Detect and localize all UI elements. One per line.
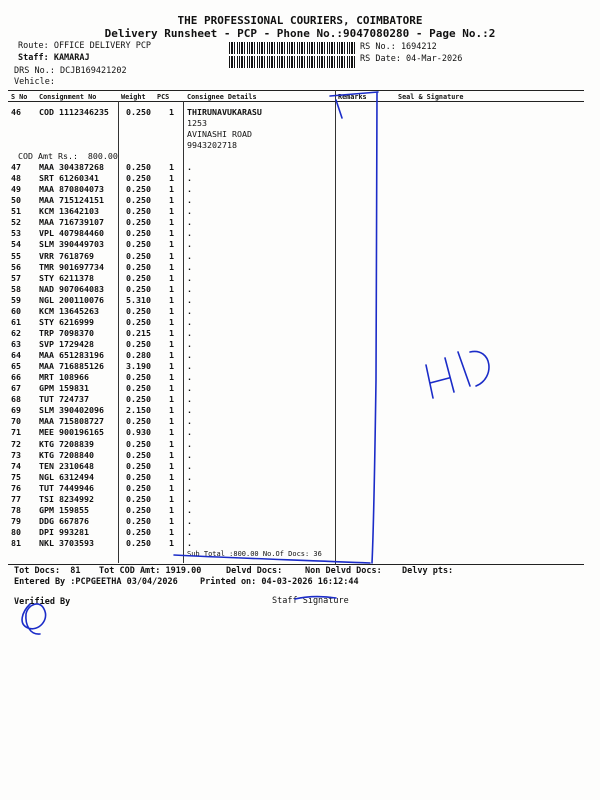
- row-pcs: 1: [169, 316, 174, 327]
- row-consignment: GPM 159855: [39, 504, 89, 515]
- row-consignment: MAA 716885126: [39, 361, 104, 372]
- company-name: THE PROFESSIONAL COURIERS, COIMBATORE: [177, 14, 423, 27]
- row-pcs: 1: [169, 361, 174, 372]
- row-details: .: [187, 372, 192, 383]
- row-pcs: 1: [169, 471, 174, 482]
- entered-by: Entered By :PCPGEETHA 03/04/2026: [14, 577, 178, 587]
- row-sno: 54: [11, 239, 21, 250]
- row-details: .: [187, 206, 192, 217]
- row-pcs: 1: [169, 184, 174, 195]
- row-sno: 79: [11, 515, 21, 526]
- drs-field: DRS No.: DCJB169421202: [14, 66, 127, 76]
- row-sno: 62: [11, 327, 21, 338]
- row-consignment: MEE 900196165: [39, 427, 104, 438]
- col-header-weight: Weight: [121, 93, 146, 101]
- row-weight: 0.250: [126, 316, 151, 327]
- row-sno: 61: [11, 316, 21, 327]
- row-details: .: [187, 283, 192, 294]
- row-sno: 68: [11, 394, 21, 405]
- row-details: .: [187, 272, 192, 283]
- remarks-line-stroke: [372, 92, 377, 563]
- vehicle-field: Vehicle:: [14, 77, 55, 87]
- row-weight: 0.250: [126, 372, 151, 383]
- delivered-docs: Delvd Docs:: [226, 566, 283, 576]
- consignee-address-2: AVINASHI ROAD: [187, 129, 252, 139]
- delivery-points: Delvy pts:: [402, 566, 454, 576]
- row-weight: 2.150: [126, 405, 151, 416]
- row-pcs: 1: [169, 250, 174, 261]
- row-details: .: [187, 294, 192, 305]
- row-pcs: 1: [169, 438, 174, 449]
- row-details: .: [187, 339, 192, 349]
- consignee-name: THIRUNAVUKARASU: [187, 107, 262, 117]
- row-details: .: [187, 361, 192, 372]
- row-weight: 0.250: [126, 184, 151, 195]
- row-consignment: SVP 1729428: [39, 339, 94, 349]
- col-header-remarks: Remarks: [338, 93, 367, 101]
- row-46-sno: 46: [11, 107, 21, 117]
- row-details: .: [187, 316, 192, 327]
- row-sno: 74: [11, 460, 21, 471]
- row-details: .: [187, 449, 192, 460]
- barcode-bottom: [229, 56, 355, 68]
- row-details: .: [187, 527, 192, 537]
- row-weight: 0.250: [126, 206, 151, 217]
- row-weight: 0.250: [126, 195, 151, 206]
- row-weight: 0.250: [126, 493, 151, 504]
- row-consignment: STY 6211378: [39, 272, 94, 283]
- row-details: .: [187, 173, 192, 184]
- col-divider-3: [335, 90, 336, 564]
- col-header-pcs: PCS: [157, 93, 170, 101]
- row-sno: 58: [11, 283, 21, 294]
- row-pcs: 1: [169, 372, 174, 383]
- row-consignment: TRP 7098370: [39, 327, 94, 338]
- row-pcs: 1: [169, 394, 174, 405]
- row-details: .: [187, 515, 192, 526]
- row-consignment: TUT 7449946: [39, 482, 94, 493]
- row-pcs: 1: [169, 350, 174, 360]
- row-sno: 76: [11, 482, 21, 493]
- row-sno: 77: [11, 493, 21, 504]
- row-consignment: VRR 7618769: [39, 250, 94, 261]
- row-sno: 50: [11, 195, 21, 206]
- hd-mark: [424, 350, 426, 351]
- row-details: .: [187, 460, 192, 471]
- sub-total: Sub Total :800.00 No.Of Docs: 36: [187, 550, 322, 558]
- row-pcs: 1: [169, 383, 174, 394]
- row-weight: 0.250: [126, 228, 151, 239]
- row-weight: 0.250: [126, 416, 151, 427]
- runsheet-title: Delivery Runsheet - PCP - Phone No.:9047080280 - Page No.:2: [104, 27, 496, 40]
- row-weight: 0.280: [126, 350, 151, 360]
- row-pcs: 1: [169, 294, 174, 305]
- col-header-consignee: Consignee Details: [187, 93, 257, 101]
- row-weight: 0.250: [126, 460, 151, 471]
- row-consignment: NGL 6312494: [39, 471, 94, 482]
- row-consignment: TSI 8234992: [39, 493, 94, 504]
- row-sno: 64: [11, 350, 21, 360]
- row-sno: 80: [11, 527, 21, 537]
- row-sno: 60: [11, 305, 21, 316]
- barcode-top: [229, 42, 355, 54]
- row-consignment: GPM 159831: [39, 383, 89, 394]
- row-sno: 48: [11, 173, 21, 184]
- row-weight: 0.250: [126, 217, 151, 228]
- row-pcs: 1: [169, 272, 174, 283]
- staff-signature-label: Staff Signature: [272, 596, 349, 606]
- col-divider-1: [118, 101, 119, 563]
- row-consignment: MAA 651283196: [39, 350, 104, 360]
- row-weight: 0.250: [126, 339, 151, 349]
- row-consignment: DPI 993281: [39, 527, 89, 537]
- row-sno: 56: [11, 261, 21, 272]
- col-header-seal: Seal & Signature: [398, 93, 464, 101]
- row-weight: 3.190: [126, 361, 151, 372]
- row-pcs: 1: [169, 527, 174, 537]
- row-details: .: [187, 538, 192, 548]
- row-weight: 0.250: [126, 239, 151, 250]
- row-weight: 0.250: [126, 538, 151, 548]
- row-details: .: [187, 405, 192, 416]
- rs-date: RS Date: 04-Mar-2026: [360, 54, 463, 64]
- row-consignment: NAD 907064083: [39, 283, 104, 294]
- row-weight: 0.250: [126, 504, 151, 515]
- row-consignment: TUT 724737: [39, 394, 89, 405]
- row-sno: 51: [11, 206, 21, 217]
- row-pcs: 1: [169, 427, 174, 438]
- row-weight: 0.250: [126, 449, 151, 460]
- row-consignment: TMR 901697734: [39, 261, 104, 272]
- row-sno: 59: [11, 294, 21, 305]
- row-consignment: SLM 390449703: [39, 239, 104, 250]
- row-sno: 69: [11, 405, 21, 416]
- row-sno: 73: [11, 449, 21, 460]
- row-details: .: [187, 327, 192, 338]
- row-consignment: KTG 7208840: [39, 449, 94, 460]
- total-docs: Tot Docs: 81: [14, 566, 81, 576]
- row-details: .: [187, 394, 192, 405]
- row-details: .: [187, 195, 192, 206]
- row-pcs: 1: [169, 538, 174, 548]
- row-weight: 5.310: [126, 294, 151, 305]
- row-details: .: [187, 239, 192, 250]
- row-pcs: 1: [169, 195, 174, 206]
- row-consignment: NGL 200110076: [39, 294, 104, 305]
- printed-on: Printed on: 04-03-2026 16:12:44: [200, 577, 359, 587]
- row-sno: 75: [11, 471, 21, 482]
- staff-field: Staff: KAMARAJ: [18, 53, 90, 63]
- row-consignment: SRT 61260341: [39, 173, 99, 184]
- rs-number: RS No.: 1694212: [360, 42, 437, 52]
- row-consignment: NKL 3703593: [39, 538, 94, 548]
- row-consignment: MAA 716739107: [39, 217, 104, 228]
- row-weight: 0.250: [126, 272, 151, 283]
- row-pcs: 1: [169, 305, 174, 316]
- row-weight: 0.250: [126, 515, 151, 526]
- row-details: .: [187, 261, 192, 272]
- row-weight: 0.215: [126, 327, 151, 338]
- row-weight: 0.930: [126, 427, 151, 438]
- row-pcs: 1: [169, 416, 174, 427]
- non-delivered-docs: Non Delvd Docs:: [305, 566, 382, 576]
- row-consignment: VPL 407984460: [39, 228, 104, 239]
- row-46-pcs: 1: [169, 107, 174, 117]
- row-weight: 0.250: [126, 283, 151, 294]
- row-weight: 0.250: [126, 438, 151, 449]
- row-details: .: [187, 383, 192, 394]
- row-consignment: MRT 108966: [39, 372, 89, 383]
- row-sno: 78: [11, 504, 21, 515]
- col-divider-2: [183, 101, 184, 563]
- row-consignment: KCM 13645263: [39, 305, 99, 316]
- route-field: Route: OFFICE DELIVERY PCP: [18, 41, 152, 51]
- row-weight: 0.250: [126, 394, 151, 405]
- row-sno: 65: [11, 361, 21, 372]
- row-consignment: TEN 2310648: [39, 460, 94, 471]
- row-sno: 47: [11, 162, 21, 172]
- row-sno: 63: [11, 339, 21, 349]
- row-sno: 52: [11, 217, 21, 228]
- row-weight: 0.250: [126, 162, 151, 172]
- row-details: .: [187, 416, 192, 427]
- row-pcs: 1: [169, 173, 174, 184]
- row-pcs: 1: [169, 405, 174, 416]
- row-sno: 66: [11, 372, 21, 383]
- row-pcs: 1: [169, 504, 174, 515]
- verified-signature-strokes: [22, 604, 46, 634]
- row-details: .: [187, 471, 192, 482]
- row-details: .: [187, 184, 192, 195]
- row-pcs: 1: [169, 206, 174, 217]
- row-sno: 57: [11, 272, 21, 283]
- row-pcs: 1: [169, 162, 174, 172]
- row-pcs: 1: [169, 217, 174, 228]
- verified-by-label: Verified By: [14, 597, 71, 607]
- row-pcs: 1: [169, 327, 174, 338]
- row-details: .: [187, 250, 192, 261]
- hd-mark-strokes: [426, 351, 489, 398]
- row-details: .: [187, 350, 192, 360]
- row-pcs: 1: [169, 283, 174, 294]
- row-consignment: MAA 715124151: [39, 195, 104, 206]
- row-pcs: 1: [169, 460, 174, 471]
- row-consignment: KCM 13642103: [39, 206, 99, 217]
- row-consignment: MAA 870804073: [39, 184, 104, 195]
- row-weight: 0.250: [126, 527, 151, 537]
- col-header-sno: S No: [11, 93, 28, 101]
- row-consignment: DDG 667876: [39, 515, 89, 526]
- row-details: .: [187, 438, 192, 449]
- consignee-address-1: 1253: [187, 118, 207, 128]
- row-sno: 67: [11, 383, 21, 394]
- table-bottom-rule: [8, 564, 584, 565]
- row-pcs: 1: [169, 339, 174, 349]
- row-details: .: [187, 493, 192, 504]
- row-weight: 0.250: [126, 482, 151, 493]
- row-sno: 71: [11, 427, 21, 438]
- cod-amount: COD Amt Rs.: 800.00: [18, 151, 118, 161]
- header-bottom-rule: [8, 101, 584, 102]
- row-pcs: 1: [169, 228, 174, 239]
- row-46-consignment: COD 1112346235: [39, 107, 109, 117]
- row-details: .: [187, 482, 192, 493]
- row-weight: 0.250: [126, 471, 151, 482]
- row-consignment: SLM 390402096: [39, 405, 104, 416]
- row-pcs: 1: [169, 482, 174, 493]
- row-weight: 0.250: [126, 173, 151, 184]
- row-sno: 70: [11, 416, 21, 427]
- row-weight: 0.250: [126, 250, 151, 261]
- row-pcs: 1: [169, 239, 174, 250]
- row-details: .: [187, 305, 192, 316]
- row-sno: 81: [11, 538, 21, 548]
- row-weight: 0.250: [126, 261, 151, 272]
- row-details: .: [187, 162, 192, 172]
- row-details: .: [187, 217, 192, 228]
- row-pcs: 1: [169, 493, 174, 504]
- row-sno: 72: [11, 438, 21, 449]
- row-46-weight: 0.250: [126, 107, 151, 117]
- row-consignment: STY 6216999: [39, 316, 94, 327]
- row-details: .: [187, 504, 192, 515]
- table-top-rule: [8, 90, 584, 91]
- consignee-phone: 9943202718: [187, 140, 237, 150]
- row-consignment: KTG 7208839: [39, 438, 94, 449]
- row-details: .: [187, 427, 192, 438]
- row-pcs: 1: [169, 515, 174, 526]
- col-header-consignment: Consignment No: [39, 93, 97, 101]
- total-cod: Tot COD Amt: 1919.00: [99, 566, 202, 576]
- row-details: .: [187, 228, 192, 239]
- row-weight: 0.250: [126, 305, 151, 316]
- row-sno: 53: [11, 228, 21, 239]
- row-weight: 0.250: [126, 383, 151, 394]
- row-pcs: 1: [169, 449, 174, 460]
- row-sno: 55: [11, 250, 21, 261]
- row-pcs: 1: [169, 261, 174, 272]
- row-consignment: MAA 715808727: [39, 416, 104, 427]
- row-sno: 49: [11, 184, 21, 195]
- row-consignment: MAA 304387268: [39, 162, 104, 172]
